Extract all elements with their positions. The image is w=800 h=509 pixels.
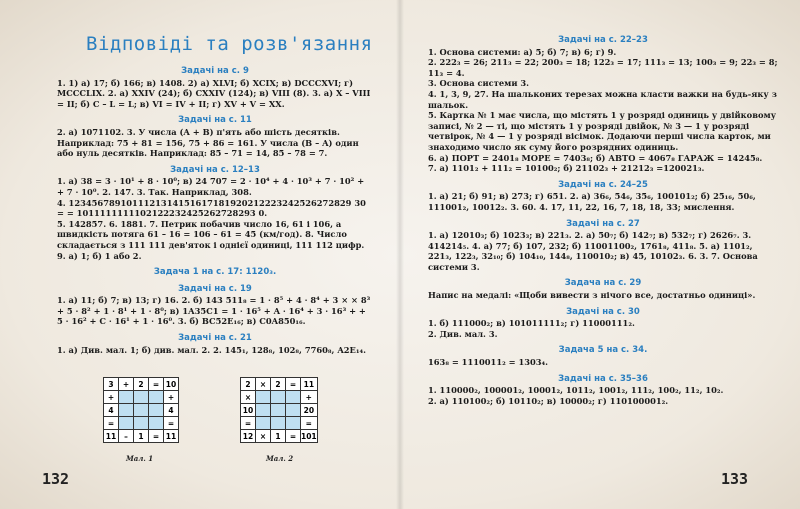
- grid-cell: [256, 417, 271, 430]
- grid-cell: 10: [164, 378, 179, 391]
- section-heading: Задачі на с. 27: [566, 218, 640, 229]
- answer-paragraph: 3. Основа системи 3.: [428, 78, 530, 89]
- grid-cell: [134, 391, 149, 404]
- left-column: [57, 66, 373, 355]
- answer-paragraph: 7. а) 1101₂ + 111₂ = 10100₂; б) 21102₃ + 21212₃ =120021₃.: [428, 163, 705, 174]
- grid-cell: [271, 404, 286, 417]
- answer-paragraph: Напис на медалі: «Щоби вивести з нічого все, достатньо одиниці».: [428, 290, 756, 301]
- grid-cell: 4: [164, 404, 179, 417]
- answer-paragraph: 5. Картка № 1 має числа, що містять 1 у розряді одиниць у двійковому записі, № 2 — ті, що містять 1 у розряді двійок, № 3 — 1 у розряді четвірок, № 4 — 1 у розряді вісімок. Додаючи перші числа карток, ми знаходимо число як суму його розрядних одиниць.: [428, 110, 777, 152]
- section-heading: Задача на с. 29: [564, 278, 642, 289]
- figure-2-grid: [240, 377, 318, 443]
- page-title: Відповіді та розв'язання: [86, 33, 373, 55]
- answer-paragraph: 1. а) 11; б) 7; в) 13; г) 16. 2. б) 143 511₈ = 1 · 8⁵ + 4 · 8⁴ + 3 × × 8³ + 5 · 8² + 1 · 8¹ + 1 · 8⁰; в) 1A35C1 = 1 · 16⁵ + A · 16⁴ + 3 · 16³ + + 5 · 16² + C · 16¹ + 1 · 16⁰. 3. б) BC52E₁₆; в) C0A850₁₆.: [57, 295, 371, 327]
- grid-cell: +: [301, 391, 318, 404]
- page-number-left: 132: [42, 470, 70, 488]
- grid-cell: [149, 404, 164, 417]
- grid-cell: [271, 391, 286, 404]
- section-heading: Задачі на с. 35–36: [558, 373, 648, 384]
- grid-cell: 2: [241, 378, 256, 391]
- grid-cell: [286, 404, 301, 417]
- answer-paragraph: 1. а) 38 = 3 · 10¹ + 8 · 10⁰; в) 24 707 = 2 · 10⁴ + 4 · 10³ + 7 · 10² + + 7 · 10⁰. 2. 147. 3. Так. Наприклад, 308.: [57, 176, 365, 197]
- answer-paragraph: 1. а) Див. мал. 1; б) див. мал. 2. 2. 145₁, 128₈, 102₈, 7760₈, A2E₁₄.: [57, 344, 367, 355]
- answer-paragraph: 1. а) 12010₃; б) 1023₃; в) 221₃. 2. а) 50₇; б) 142₇; в) 532₇; г) 2626₇. 3. 414214₅. 4. а) 77; б) 107, 232; б) 11001100₂, 1761₈, 411₈. 5. а) 1101₂, 221₃, 122₃, 32₁₀; б) 104₁₀, 144₈, 110010₂; в) 45, 10102₃. 6. 3. 7. Основа системи 3.: [428, 230, 758, 272]
- answer-paragraph: 2. а) 1071102. 3. У числа (A + B) п'ять або шість десятків. Наприклад: 75 + 81 = 156, 75 + 86 = 161. У числа (B – A) один або нуль десятків. Наприклад: 85 – 71 = 14, 85 – 78 = 7.: [57, 126, 359, 159]
- grid-cell: =: [149, 378, 164, 391]
- grid-cell: 101: [301, 431, 317, 441]
- grid-cell: [256, 404, 271, 417]
- grid-cell: 2: [134, 378, 149, 391]
- section-heading: Задача 1 на с. 17: 1120₃.: [153, 267, 277, 278]
- figure-1-grid: [103, 377, 179, 443]
- section-heading: Задачі на с. 11: [178, 115, 252, 126]
- grid-cell: [119, 391, 134, 404]
- grid-cell: ×: [256, 430, 271, 443]
- answer-paragraph: 1. Основа системи: а) 5; б) 7; в) 6; г) 9.: [428, 46, 617, 57]
- answer-paragraph: 2. а) 110100₂; б) 10110₂; в) 10000₂; г) 110100001₂.: [428, 395, 669, 406]
- section-heading: Задачі на с. 19: [178, 283, 252, 294]
- grid-cell: –: [119, 430, 134, 443]
- grid-cell: [119, 417, 134, 430]
- grid-cell: =: [286, 378, 301, 391]
- grid-cell: 11: [301, 378, 318, 391]
- page-number-right: 133: [721, 470, 749, 488]
- right-page: [400, 0, 800, 509]
- answer-paragraph: 1. 110000₂, 100001₂, 10001₂, 1011₂, 1001₂, 111₂, 100₂, 11₂, 10₂.: [428, 385, 724, 396]
- grid-cell: 1: [271, 430, 286, 443]
- answer-paragraph: 6. а) ПОРТ = 2401₈ МОРЕ = 7403₈; б) АВТО = 4067₈ ГАРАЖ = 14245₈.: [428, 152, 763, 163]
- grid-cell: ×: [241, 391, 256, 404]
- grid-cell: =: [104, 417, 119, 430]
- grid-cell: [271, 417, 286, 430]
- grid-cell: [286, 417, 301, 430]
- grid-cell: ×: [256, 378, 271, 391]
- grid-cell: [119, 404, 134, 417]
- grid-cell: 3: [104, 378, 119, 391]
- grid-cell: 10: [241, 404, 256, 417]
- answer-paragraph: 1. а) 21; б) 91; в) 273; г) 651. 2. а) 36₆, 54₆, 35₆, 100101₂; б) 25₁₆, 50₆, 111001₂, 10012₂. 3. 60. 4. 17, 11, 22, 16, 7, 18, 18, 33; мислення.: [428, 191, 756, 212]
- right-column: [428, 35, 778, 406]
- figure-1-caption: Мал. 1: [126, 454, 154, 463]
- section-heading: Задачі на с. 12–13: [170, 164, 260, 175]
- grid-cell: =: [301, 417, 318, 430]
- grid-cell: =: [286, 430, 301, 443]
- grid-cell: 11: [104, 430, 119, 443]
- grid-cell: 12: [241, 430, 256, 443]
- grid-cell: [149, 391, 164, 404]
- grid-cell: [134, 417, 149, 430]
- section-heading: Задачі на с. 30: [566, 306, 640, 317]
- grid-cell: +: [104, 391, 119, 404]
- section-heading: Задачі на с. 24–25: [558, 179, 648, 190]
- grid-cell: +: [164, 391, 179, 404]
- answer-paragraph: 163₈ = 1110011₂ = 1303₄.: [428, 357, 549, 368]
- answer-paragraph: 1. 1) а) 17; б) 166; в) 1408. 2) а) XLVI; б) XCIX; в) DCCCXVI; г) MCCCLIX. 2. а) XXIV (24); б) CXXIV (124); в) VIII (8). 3. а) X – VIII = II; б) C – L = L; в) VI = IV + II; г) XV + V = XX.: [57, 77, 371, 109]
- answer-paragraph: 4. 1, 3, 9, 27. На шальконих терезах можна класти важки на будь-яку з шальок.: [428, 88, 777, 110]
- section-heading: Задача 5 на с. 34.: [558, 345, 648, 356]
- section-heading: Задачі на с. 9: [181, 66, 249, 76]
- answer-paragraph: 1. б) 111000₂; в) 101011111₂; г) 11000111₂.: [428, 318, 635, 329]
- grid-cell: =: [164, 417, 179, 430]
- grid-cell: [286, 391, 301, 404]
- grid-cell: 4: [104, 404, 119, 417]
- grid-cell: [149, 417, 164, 430]
- grid-cell: 1: [134, 430, 149, 443]
- section-heading: Задачі на с. 21: [178, 333, 252, 344]
- figure-2-caption: Мал. 2: [266, 454, 294, 463]
- grid-cell: =: [241, 417, 256, 430]
- grid-cell: 2: [271, 378, 286, 391]
- section-heading: Задачі на с. 22–23: [558, 35, 648, 45]
- grid-cell: =: [149, 430, 164, 443]
- grid-cell: 20: [301, 404, 318, 417]
- answer-paragraph: 2. Див. мал. 3.: [428, 328, 498, 339]
- grid-cell: [256, 391, 271, 404]
- grid-cell: +: [119, 378, 134, 391]
- grid-cell: [134, 404, 149, 417]
- answer-paragraph: 4. 1234567891011121314151617181920212223242526272829 30 = = 1011111111102122232425262728293 0.: [57, 197, 366, 219]
- grid-cell: 11: [164, 430, 179, 443]
- answer-paragraph: 2. 222₃ = 26; 211₃ = 22; 200₃ = 18; 122₃ = 17; 111₃ = 13; 100₃ = 9; 22₃ = 8; 11₃ = 4.: [428, 57, 778, 78]
- answer-paragraph: 5. 142857. 6. 1881. 7. Петрик побачив число 16, 61 і 106, а швидкість потяга 61 – 16 = 106 – 61 = 45 (км/год). 8. Число складається з 111 111 дев'яток і однієї одиниці, 111 112 цифр. 9. а) 1; б) 1 або 2.: [57, 218, 365, 261]
